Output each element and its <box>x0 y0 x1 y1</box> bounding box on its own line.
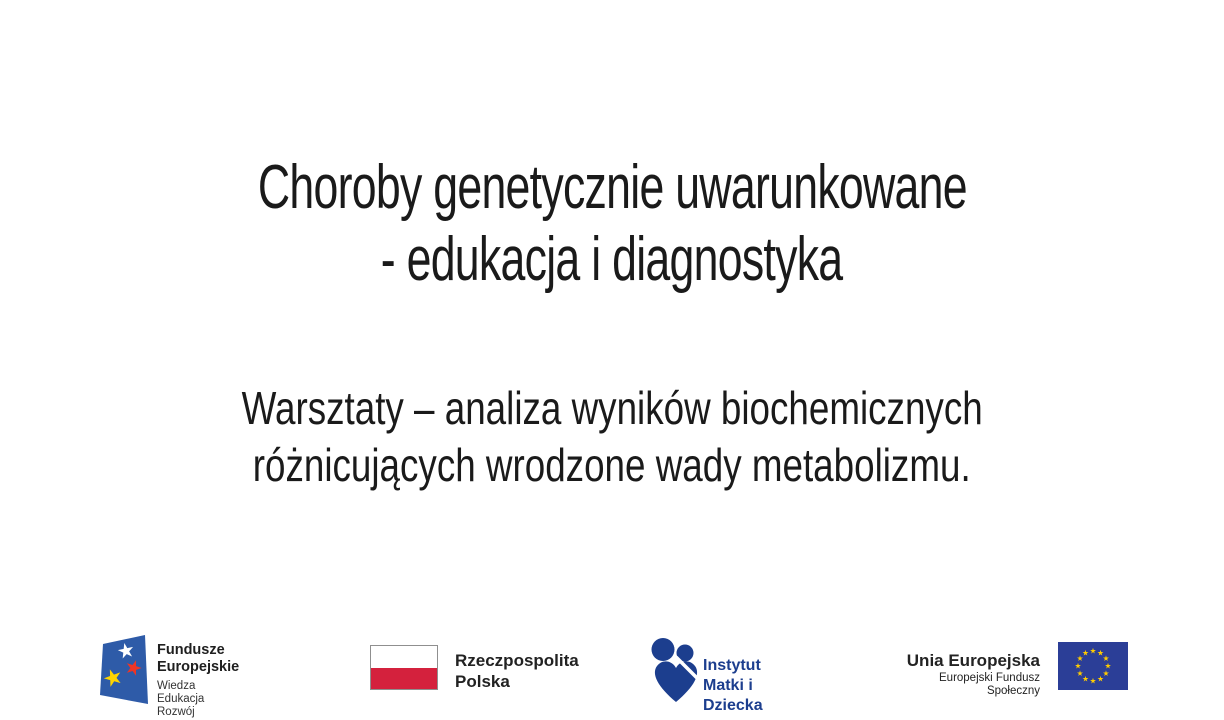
instytut-matki-i-dziecka-label <box>703 656 763 716</box>
footer-logo-bar <box>0 628 1224 720</box>
polska-title-line1: Rzeczpospolita <box>455 651 579 670</box>
instytut-title-line2: Matki i Dziecka <box>703 677 763 714</box>
slide-subtitle <box>0 380 1224 494</box>
slide-title-line1: Choroby genetycznie uwarunkowane <box>257 153 967 222</box>
rzeczpospolita-polska-label <box>455 650 579 692</box>
slide-title <box>0 152 1224 296</box>
unia-subtitle: Europejski Fundusz Społeczny <box>939 672 1040 697</box>
fundusze-title-line1: Fundusze <box>157 642 225 658</box>
polska-title-line2: Polska <box>455 672 510 691</box>
slide-subtitle-line2: różnicujących wrodzone wady metabolizmu. <box>253 439 971 491</box>
unia-title: Unia Europejska <box>906 651 1040 670</box>
eu-funds-flag-icon <box>100 635 148 705</box>
poland-flag-icon <box>370 645 438 690</box>
instytut-title-line1: Instytut <box>703 657 761 674</box>
unia-europejska-label <box>890 651 1040 698</box>
eu-flag-icon <box>1058 642 1128 690</box>
fundusze-subtitle: Wiedza Edukacja Rozwój <box>157 680 205 718</box>
slide-subtitle-line1: Warsztaty – analiza wyników biochemicznych <box>241 382 983 434</box>
mother-and-child-heart-icon <box>648 638 704 704</box>
fundusze-europejskie-label <box>157 642 239 719</box>
slide-title-line2: - edukacja i diagnostyka <box>381 225 843 294</box>
fundusze-title-line2: Europejskie <box>157 659 240 675</box>
